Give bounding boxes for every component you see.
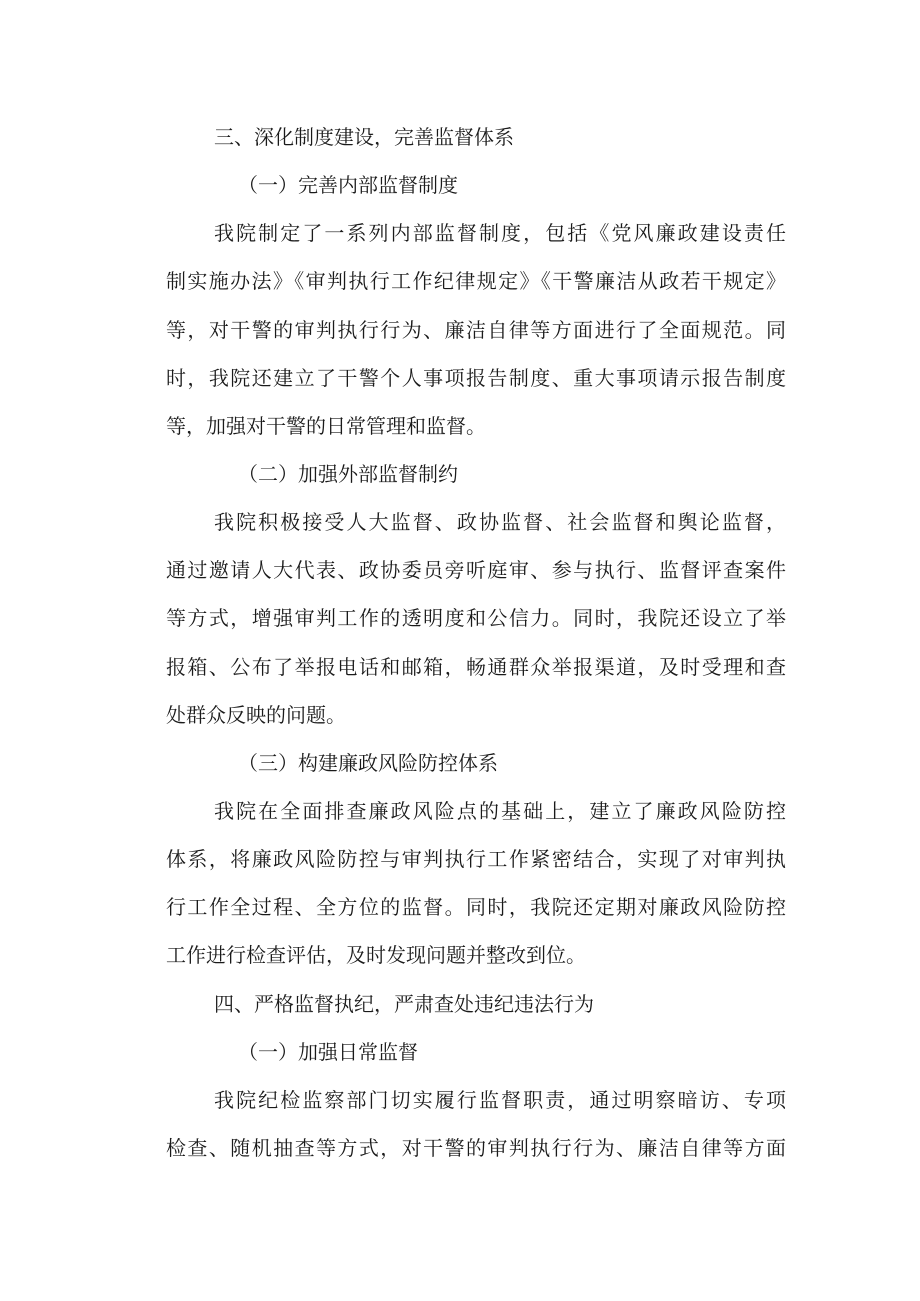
paragraph-line: 行工作全过程、全方位的监督。同时，我院还定期对廉政风险防控: [166, 895, 786, 919]
paragraph-line: 等，加强对干警的日常管理和监督。: [166, 414, 486, 438]
subsection-heading-4-1: （一）加强日常监督: [238, 1040, 418, 1064]
paragraph-line: 等，对干警的审判执行行为、廉洁自律等方面进行了全面规范。同: [166, 318, 786, 342]
paragraph-line: 检查、随机抽查等方式，对干警的审判执行行为、廉洁自律等方面: [166, 1136, 786, 1160]
paragraph-line: 体系，将廉政风险防控与审判执行工作紧密结合，实现了对审判执: [166, 847, 786, 871]
section-heading-4: 四、严格监督执纪，严肃查处违纪违法行为: [214, 992, 594, 1016]
paragraph-line: 处群众反映的问题。: [166, 703, 346, 727]
paragraph-line: 制实施办法》《审判执行工作纪律规定》《干警廉洁从政若干规定》: [166, 269, 786, 293]
paragraph-line: 我院积极接受人大监督、政协监督、社会监督和舆论监督，: [214, 510, 786, 534]
paragraph-line: 工作进行检查评估，及时发现问题并整改到位。: [166, 943, 586, 967]
subsection-heading-3-2: （二）加强外部监督制约: [238, 462, 458, 486]
paragraph-line: 我院纪检监察部门切实履行监督职责，通过明察暗访、专项: [214, 1088, 786, 1112]
paragraph-line: 我院制定了一系列内部监督制度，包括《党风廉政建设责任: [214, 221, 786, 245]
paragraph-line: 等方式，增强审判工作的透明度和公信力。同时，我院还设立了举: [166, 606, 786, 630]
subsection-heading-3-1: （一）完善内部监督制度: [238, 173, 458, 197]
paragraph-line: 报箱、公布了举报电话和邮箱，畅通群众举报渠道，及时受理和查: [166, 655, 786, 679]
paragraph-line: 时，我院还建立了干警个人事项报告制度、重大事项请示报告制度: [166, 366, 786, 390]
paragraph-line: 通过邀请人大代表、政协委员旁听庭审、参与执行、监督评查案件: [166, 558, 786, 582]
subsection-heading-3-3: （三）构建廉政风险防控体系: [238, 751, 498, 775]
paragraph-line: 我院在全面排查廉政风险点的基础上，建立了廉政风险防控: [214, 799, 786, 823]
section-heading-3: 三、深化制度建设，完善监督体系: [214, 125, 514, 149]
